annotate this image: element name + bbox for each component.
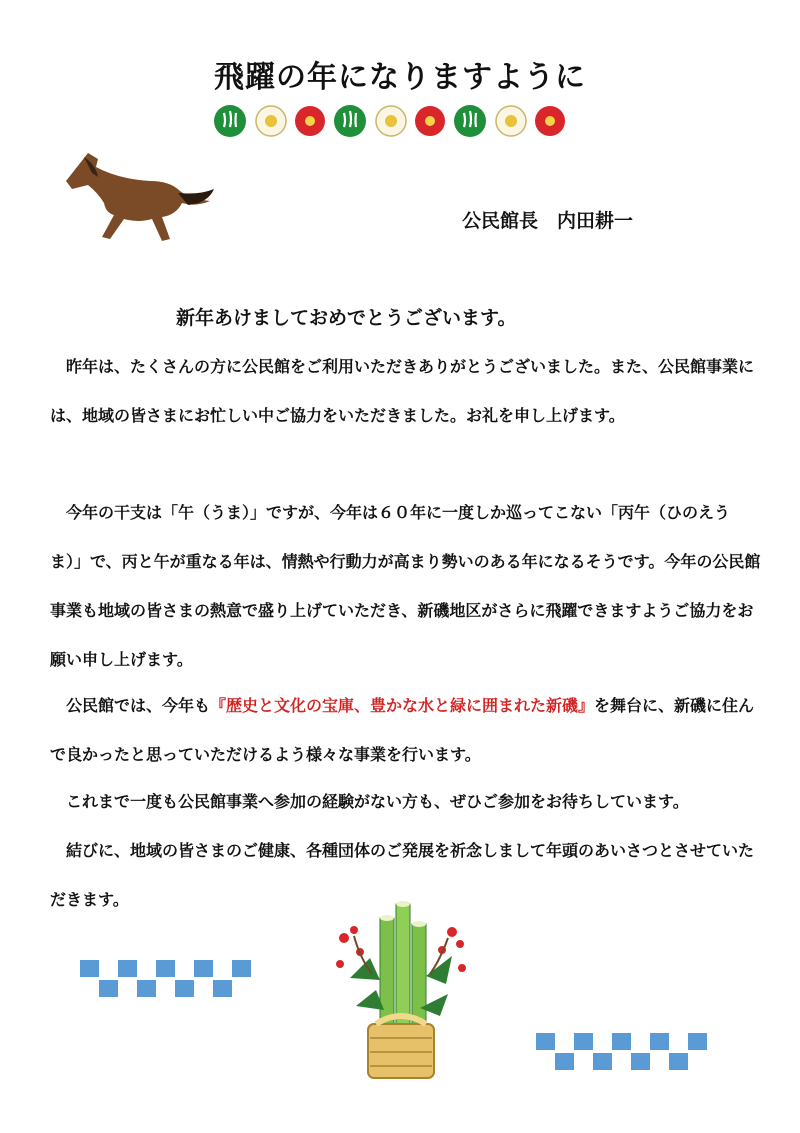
flower-green-icon [334, 105, 366, 137]
paragraph-invitation: これまで一度も公民館事業へ参加の経験がない方も、ぜひご参加をお待ちしています。 [66, 792, 689, 811]
flower-white-icon [496, 106, 526, 136]
paragraph-events [50, 681, 762, 779]
paragraph-closing: 結びに、地域の皆さまのご健康、各種団体のご発展を祈念しまして年頭のあいさつとさせていただきます。 [50, 841, 755, 909]
flower-white-icon [376, 106, 406, 136]
flower-red-icon [535, 106, 565, 136]
flower-red-icon [415, 106, 445, 136]
flower-white-icon [256, 106, 286, 136]
flower-green-icon [454, 105, 486, 137]
flower-green-icon [214, 105, 246, 137]
paragraph-zodiac: 今年の干支は「午（うま）」ですが、今年は６０年に一度しか巡ってこない「丙午（ひのえうま）」で、丙と午が重なる年は、情熱や行動力が高まり勢いのある年になるそうです。今年の公民館事業も地域の皆さまの熱意で盛り上げていただき、新磯地区がさらに飛躍できますようご協力をお願い申し上げます。 [50, 503, 761, 669]
blue-checkered-pattern-icon [80, 960, 252, 998]
paragraph-events-intro: 公民館では、今年も [66, 696, 211, 715]
page-title: 飛躍の年になりますように [214, 60, 586, 95]
camellia-flower-row-icon [210, 103, 590, 139]
paragraph-thanks: 昨年は、たくさんの方に公民館をご利用いただきありがとうございました。また、公民館事業には、地域の皆さまにお忙しい中ご協力をいただきました。お礼を申し上げます。 [50, 357, 755, 425]
author-name: 公民館長 内田耕一 [462, 210, 634, 232]
greeting-line: 新年あけましておめでとうございます。 [176, 307, 517, 329]
paragraph-events-rest: を舞台に、新磯に住んで良かったと思っていただけるよう様々な事業を行います。 [50, 696, 755, 764]
paragraph-events-highlight: 『歴史と文化の宝庫、豊かな水と緑に囲まれた新磯』 [210, 696, 595, 715]
running-horse-icon [58, 143, 218, 253]
blue-checkered-pattern-icon [536, 1033, 708, 1071]
kadomatsu-icon [330, 898, 472, 1084]
flower-red-icon [295, 106, 325, 136]
